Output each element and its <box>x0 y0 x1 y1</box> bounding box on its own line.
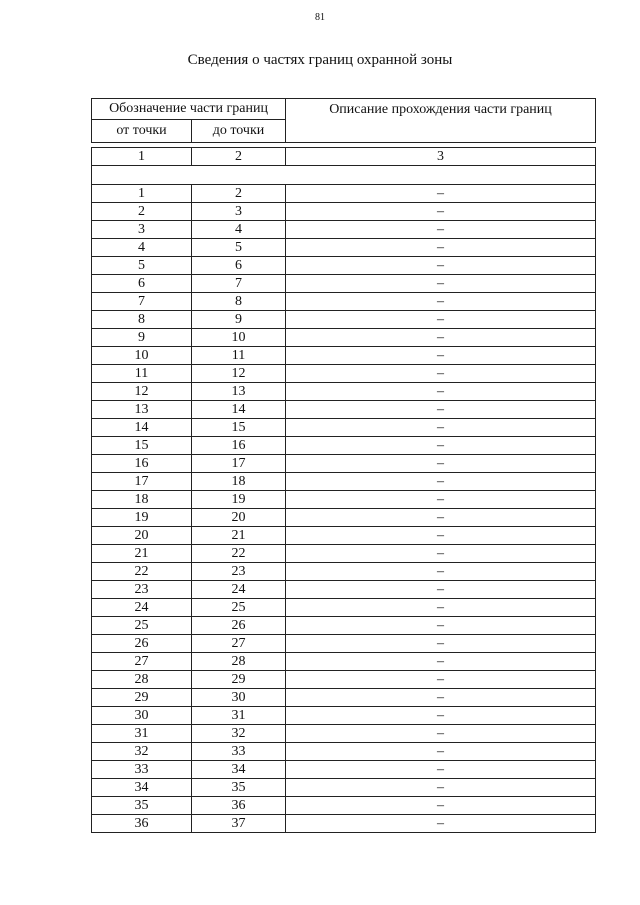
table-row <box>92 761 596 779</box>
table-row <box>92 725 596 743</box>
from-point-cell: 27 <box>92 653 192 671</box>
to-point-cell: 21 <box>192 527 286 545</box>
description-cell: – <box>286 419 596 437</box>
from-point-cell: 21 <box>92 545 192 563</box>
table-row <box>92 581 596 599</box>
from-point-cell: 30 <box>92 707 192 725</box>
table-row <box>92 275 596 293</box>
description-cell: – <box>286 401 596 419</box>
header-description: Описание прохождения части границ <box>286 99 596 143</box>
table-row <box>92 293 596 311</box>
to-point-cell: 6 <box>192 257 286 275</box>
from-point-cell: 36 <box>92 815 192 833</box>
to-point-cell: 14 <box>192 401 286 419</box>
from-point-cell: 2 <box>92 203 192 221</box>
table-row <box>92 383 596 401</box>
description-cell: – <box>286 545 596 563</box>
from-point-cell: 26 <box>92 635 192 653</box>
to-point-cell: 25 <box>192 599 286 617</box>
table-row <box>92 617 596 635</box>
to-point-cell: 23 <box>192 563 286 581</box>
from-point-cell: 31 <box>92 725 192 743</box>
from-point-cell: 16 <box>92 455 192 473</box>
description-cell: – <box>286 383 596 401</box>
to-point-cell: 17 <box>192 455 286 473</box>
from-point-cell: 34 <box>92 779 192 797</box>
table-row <box>92 563 596 581</box>
from-point-cell: 11 <box>92 365 192 383</box>
table-row <box>92 437 596 455</box>
table-row <box>92 779 596 797</box>
to-point-cell: 3 <box>192 203 286 221</box>
description-cell: – <box>286 653 596 671</box>
description-cell: – <box>286 257 596 275</box>
description-cell: – <box>286 365 596 383</box>
description-cell: – <box>286 635 596 653</box>
from-point-cell: 7 <box>92 293 192 311</box>
description-cell: – <box>286 293 596 311</box>
to-point-cell: 36 <box>192 797 286 815</box>
description-cell: – <box>286 491 596 509</box>
description-cell: – <box>286 689 596 707</box>
from-point-cell: 35 <box>92 797 192 815</box>
description-cell: – <box>286 311 596 329</box>
from-point-cell: 23 <box>92 581 192 599</box>
from-point-cell: 13 <box>92 401 192 419</box>
table-row <box>92 419 596 437</box>
to-point-cell: 24 <box>192 581 286 599</box>
to-point-cell: 26 <box>192 617 286 635</box>
table-row <box>92 671 596 689</box>
description-cell: – <box>286 815 596 833</box>
description-cell: – <box>286 347 596 365</box>
description-cell: – <box>286 329 596 347</box>
description-cell: – <box>286 239 596 257</box>
table-row <box>92 653 596 671</box>
to-point-cell: 19 <box>192 491 286 509</box>
description-cell: – <box>286 725 596 743</box>
table-row <box>92 527 596 545</box>
from-point-cell: 18 <box>92 491 192 509</box>
description-cell: – <box>286 437 596 455</box>
table-row <box>92 707 596 725</box>
column-number: 2 <box>192 148 286 166</box>
to-point-cell: 27 <box>192 635 286 653</box>
from-point-cell: 29 <box>92 689 192 707</box>
from-point-cell: 3 <box>92 221 192 239</box>
description-cell: – <box>286 599 596 617</box>
description-cell: – <box>286 473 596 491</box>
to-point-cell: 7 <box>192 275 286 293</box>
table-row <box>92 545 596 563</box>
table-row <box>92 509 596 527</box>
to-point-cell: 16 <box>192 437 286 455</box>
page-number: 81 <box>315 12 325 23</box>
description-cell: – <box>286 527 596 545</box>
from-point-cell: 22 <box>92 563 192 581</box>
table-row <box>92 455 596 473</box>
to-point-cell: 22 <box>192 545 286 563</box>
to-point-cell: 34 <box>192 761 286 779</box>
table-row <box>92 239 596 257</box>
to-point-cell: 4 <box>192 221 286 239</box>
table-row <box>92 635 596 653</box>
from-point-cell: 1 <box>92 185 192 203</box>
description-cell: – <box>286 761 596 779</box>
from-point-cell: 32 <box>92 743 192 761</box>
to-point-cell: 8 <box>192 293 286 311</box>
from-point-cell: 8 <box>92 311 192 329</box>
blank-row <box>92 166 596 185</box>
from-point-cell: 24 <box>92 599 192 617</box>
description-cell: – <box>286 563 596 581</box>
to-point-cell: 35 <box>192 779 286 797</box>
to-point-cell: 13 <box>192 383 286 401</box>
to-point-cell: 5 <box>192 239 286 257</box>
to-point-cell: 12 <box>192 365 286 383</box>
table-row <box>92 347 596 365</box>
to-point-cell: 32 <box>192 725 286 743</box>
table-row <box>92 311 596 329</box>
table-row <box>92 401 596 419</box>
table-row <box>92 257 596 275</box>
table-row <box>92 599 596 617</box>
description-cell: – <box>286 707 596 725</box>
description-cell: – <box>286 671 596 689</box>
to-point-cell: 28 <box>192 653 286 671</box>
table-row <box>92 203 596 221</box>
from-point-cell: 19 <box>92 509 192 527</box>
description-cell: – <box>286 509 596 527</box>
to-point-cell: 11 <box>192 347 286 365</box>
from-point-cell: 25 <box>92 617 192 635</box>
table-row <box>92 743 596 761</box>
from-point-cell: 17 <box>92 473 192 491</box>
description-cell: – <box>286 221 596 239</box>
from-point-cell: 6 <box>92 275 192 293</box>
to-point-cell: 15 <box>192 419 286 437</box>
to-point-cell: 9 <box>192 311 286 329</box>
page-title: Сведения о частях границ охранной зоны <box>187 52 453 68</box>
from-point-cell: 4 <box>92 239 192 257</box>
column-number: 1 <box>92 148 192 166</box>
table-row <box>92 185 596 203</box>
from-point-cell: 5 <box>92 257 192 275</box>
to-point-cell: 18 <box>192 473 286 491</box>
from-point-cell: 10 <box>92 347 192 365</box>
description-cell: – <box>286 617 596 635</box>
description-cell: – <box>286 455 596 473</box>
header-from-point: от точки <box>92 120 192 143</box>
from-point-cell: 15 <box>92 437 192 455</box>
from-point-cell: 28 <box>92 671 192 689</box>
from-point-cell: 9 <box>92 329 192 347</box>
column-number: 3 <box>286 148 596 166</box>
table-row <box>92 473 596 491</box>
description-cell: – <box>286 743 596 761</box>
to-point-cell: 37 <box>192 815 286 833</box>
description-cell: – <box>286 779 596 797</box>
from-point-cell: 20 <box>92 527 192 545</box>
to-point-cell: 2 <box>192 185 286 203</box>
table-row <box>92 689 596 707</box>
to-point-cell: 31 <box>192 707 286 725</box>
description-cell: – <box>286 203 596 221</box>
from-point-cell: 12 <box>92 383 192 401</box>
description-cell: – <box>286 797 596 815</box>
to-point-cell: 10 <box>192 329 286 347</box>
header-boundary-designation: Обозначение части границ <box>92 99 286 120</box>
table-row <box>92 365 596 383</box>
table-row <box>92 815 596 833</box>
header-to-point: до точки <box>192 120 286 143</box>
to-point-cell: 30 <box>192 689 286 707</box>
to-point-cell: 20 <box>192 509 286 527</box>
from-point-cell: 33 <box>92 761 192 779</box>
description-cell: – <box>286 185 596 203</box>
boundary-parts-table <box>91 98 596 833</box>
to-point-cell: 29 <box>192 671 286 689</box>
table-row <box>92 491 596 509</box>
from-point-cell: 14 <box>92 419 192 437</box>
to-point-cell: 33 <box>192 743 286 761</box>
description-cell: – <box>286 275 596 293</box>
table-row <box>92 329 596 347</box>
description-cell: – <box>286 581 596 599</box>
table-row <box>92 221 596 239</box>
table-row <box>92 797 596 815</box>
